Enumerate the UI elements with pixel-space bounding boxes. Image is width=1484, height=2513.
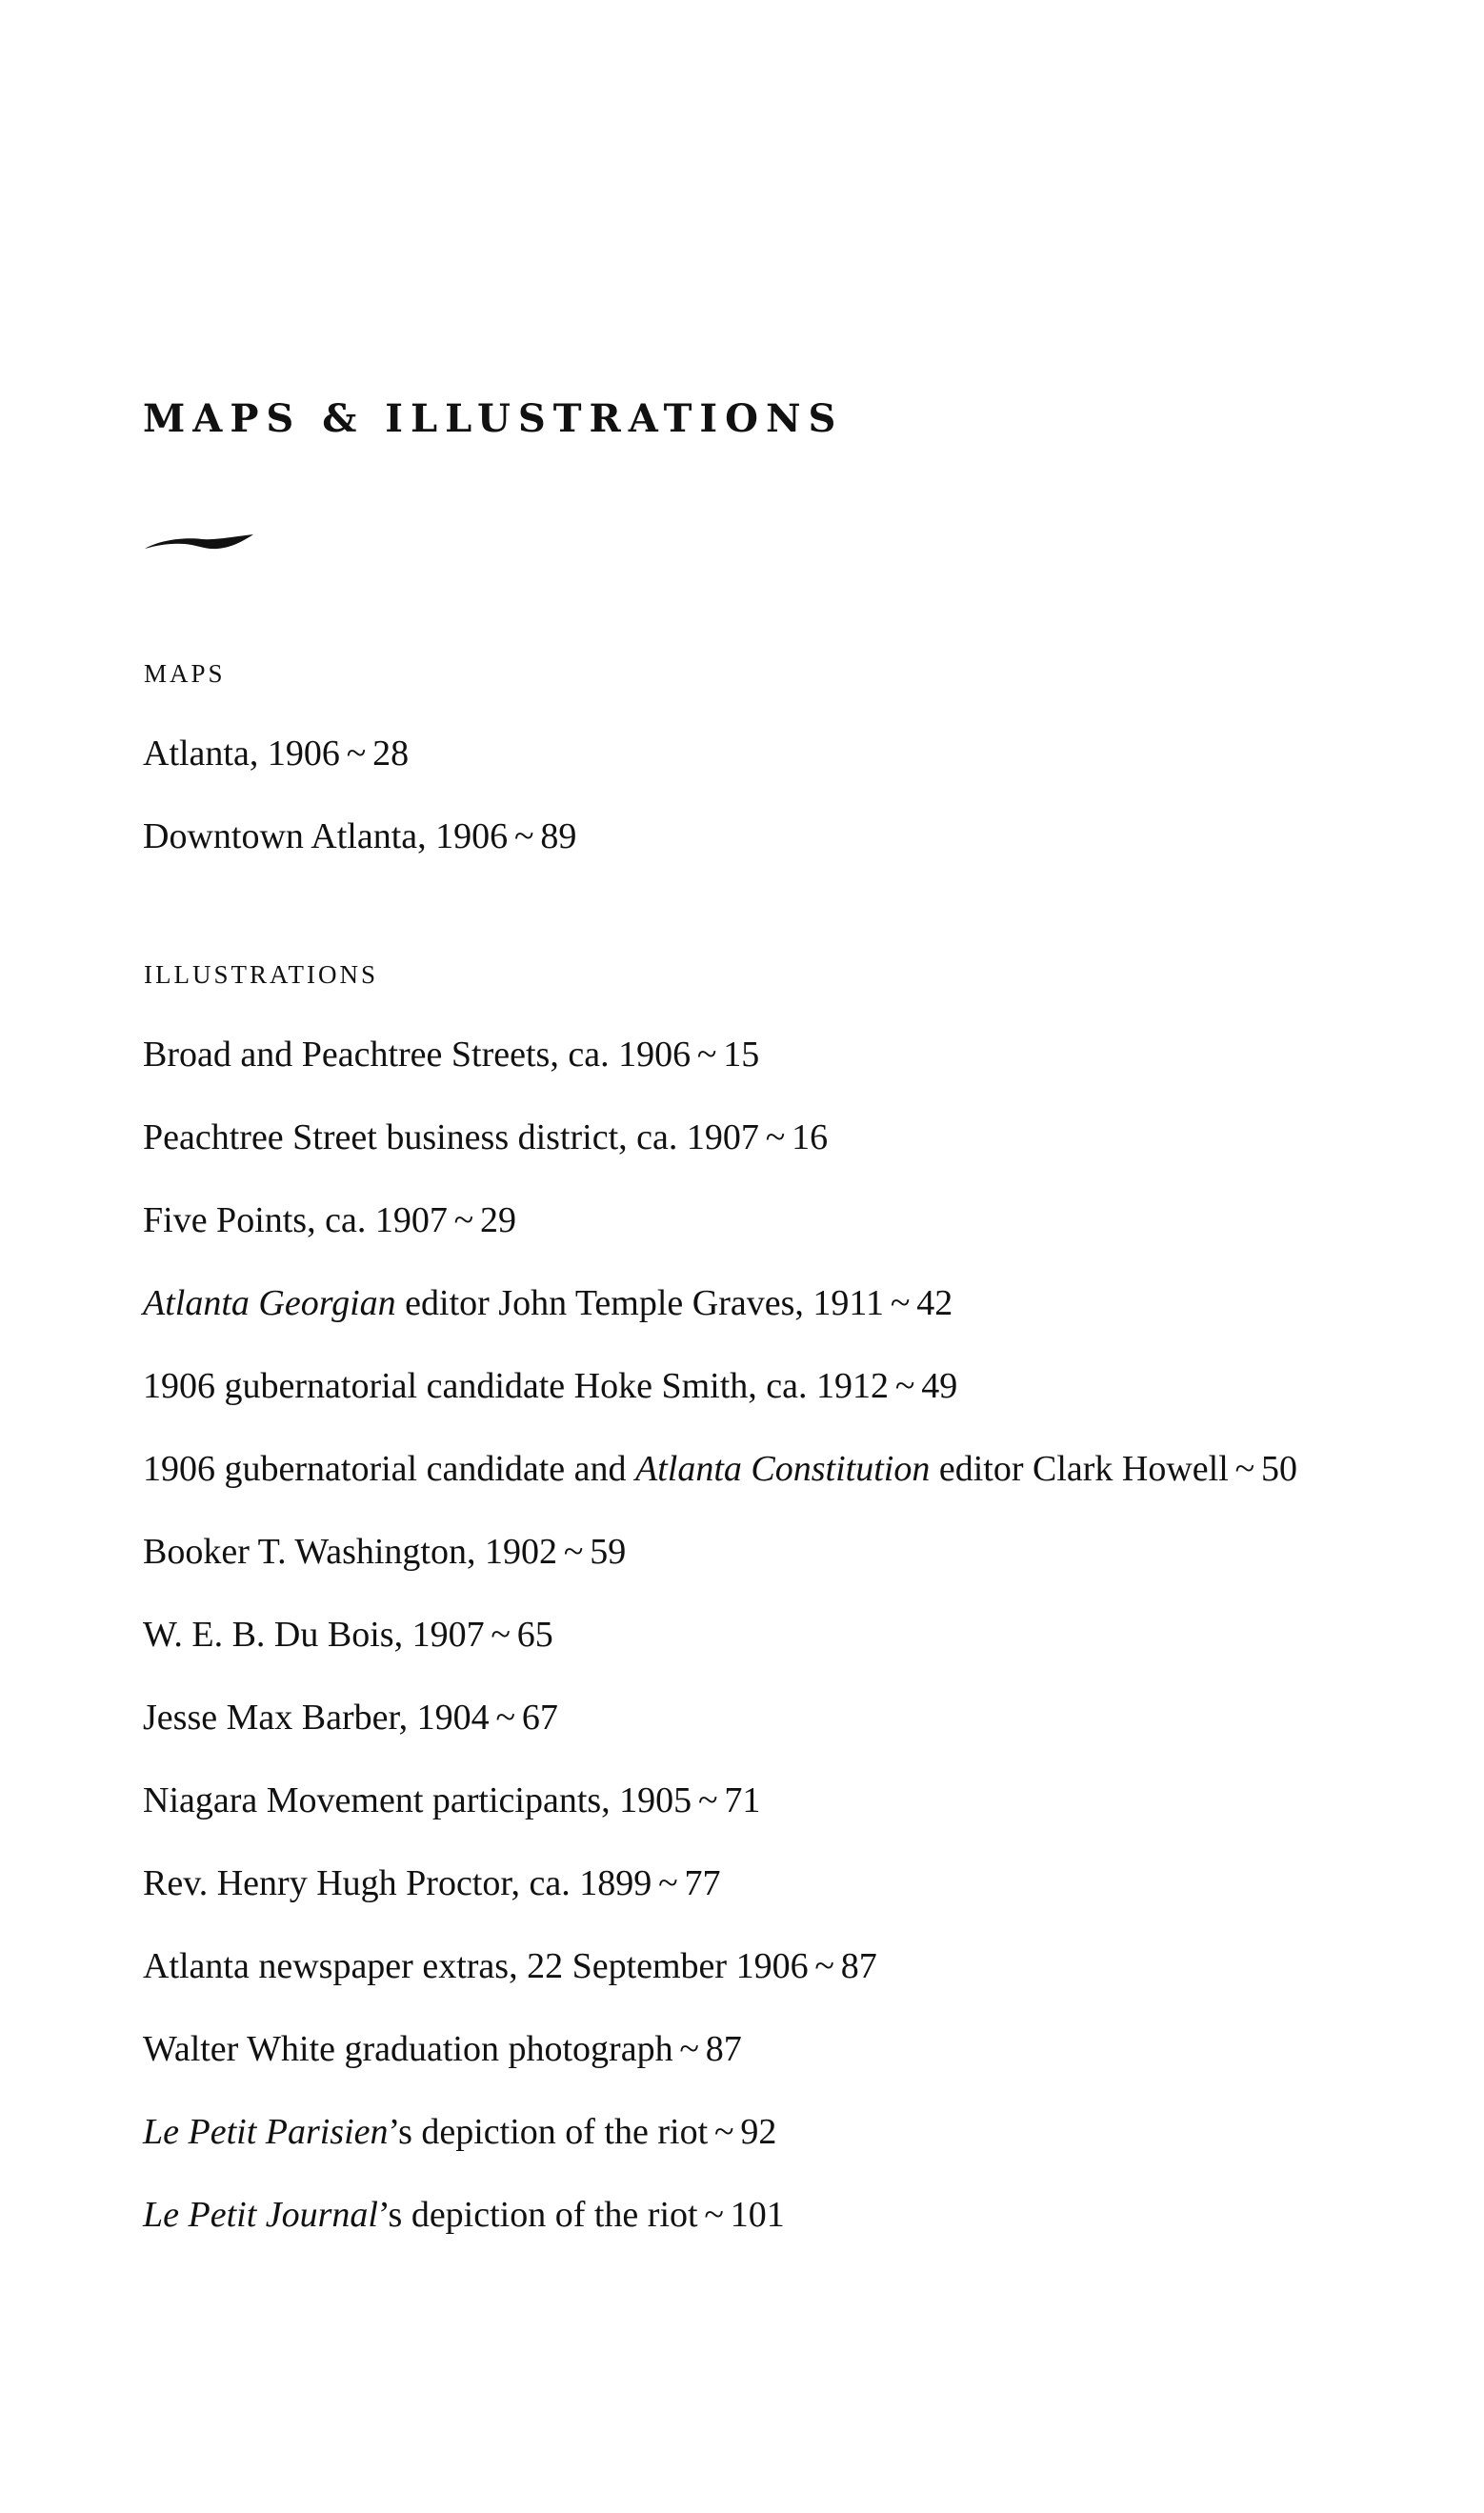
entry-page-number: 101 [730, 2195, 785, 2235]
entry-title-italic: Atlanta Constitution [635, 1449, 931, 1489]
list-item [143, 1119, 1297, 1202]
entry-title: editor Clark Howell [930, 1449, 1229, 1489]
entry-title: editor John Temple Graves, 1911 [395, 1283, 884, 1323]
entry-title: Broad and Peachtree Streets, ca. 1906 [143, 1035, 692, 1075]
entry-separator: ~ [765, 1117, 786, 1157]
entry-separator: ~ [698, 1780, 718, 1820]
entry-title: Downtown Atlanta, 1906 [143, 816, 509, 856]
entry-page-number: 87 [840, 1946, 877, 1986]
entry-title: Peachtree Street business district, ca. 1907 [143, 1117, 759, 1157]
list-item [143, 1782, 1297, 1865]
list-item [143, 1865, 1297, 1948]
list-item [143, 2031, 1297, 2114]
entry-separator: ~ [890, 1283, 911, 1323]
entry-separator: ~ [495, 1698, 516, 1738]
list-item [143, 818, 576, 901]
list-item [143, 1285, 1297, 1368]
entry-title-italic: Atlanta Georgian [143, 1283, 396, 1323]
entry-separator: ~ [894, 1366, 915, 1406]
list-item [143, 1948, 1297, 2031]
entry-title: 1906 gubernatorial candidate and [143, 1449, 636, 1489]
entry-separator: ~ [658, 1863, 678, 1903]
entry-title: Niagara Movement participants, 1905 [143, 1780, 692, 1820]
entry-page-number: 59 [590, 1532, 627, 1572]
list-item [143, 735, 576, 818]
entry-title: ’s depiction of the riot [388, 2112, 709, 2152]
list-item [143, 2197, 1297, 2280]
entry-title: Atlanta, 1906 [143, 734, 340, 774]
list-item [143, 1534, 1297, 1617]
entry-separator: ~ [491, 1615, 511, 1655]
entry-title-italic: Le Petit Journal [143, 2195, 378, 2235]
entry-page-number: 15 [723, 1035, 760, 1075]
list-item [143, 1617, 1297, 1699]
entry-title: Walter White graduation photograph [143, 2029, 673, 2069]
list-item [143, 1368, 1297, 1451]
swash-ornament-icon [143, 528, 255, 554]
entry-page-number: 29 [480, 1200, 517, 1240]
entry-separator: ~ [696, 1035, 717, 1075]
entry-page-number: 89 [540, 816, 577, 856]
entry-separator: ~ [679, 2029, 699, 2069]
entry-title: Booker T. Washington, 1902 [143, 1532, 557, 1572]
illustrations-list [143, 1036, 1297, 2280]
entry-title: Rev. Henry Hugh Proctor, ca. 1899 [143, 1863, 652, 1903]
list-item [143, 1202, 1297, 1285]
entry-separator: ~ [1234, 1449, 1255, 1489]
entry-title: Five Points, ca. 1907 [143, 1200, 448, 1240]
entry-separator: ~ [513, 816, 534, 856]
entry-separator: ~ [563, 1532, 584, 1572]
list-item [143, 1699, 1297, 1782]
entry-page-number: 77 [684, 1863, 721, 1903]
entry-page-number: 50 [1261, 1449, 1297, 1489]
entry-page-number: 87 [705, 2029, 742, 2069]
entry-page-number: 16 [792, 1117, 829, 1157]
entry-title-italic: Le Petit Parisien [143, 2112, 389, 2152]
page-title: MAPS & ILLUSTRATIONS [143, 396, 844, 441]
entry-separator: ~ [704, 2195, 724, 2235]
entry-separator: ~ [453, 1200, 474, 1240]
entry-title: Jesse Max Barber, 1904 [143, 1698, 490, 1738]
entry-page-number: 65 [516, 1615, 553, 1655]
entry-page-number: 49 [921, 1366, 958, 1406]
illustrations-section-label: ILLUSTRATIONS [144, 960, 378, 989]
entry-separator: ~ [346, 734, 367, 774]
entry-page-number: 71 [724, 1780, 761, 1820]
entry-page-number: 42 [916, 1283, 953, 1323]
entry-page-number: 28 [372, 734, 410, 774]
list-item [143, 1036, 1297, 1119]
entry-title: 1906 gubernatorial candidate Hoke Smith, ca. 1912 [143, 1366, 890, 1406]
entry-page-number: 67 [521, 1698, 558, 1738]
maps-list [143, 735, 576, 901]
list-item [143, 2114, 1297, 2197]
entry-separator: ~ [713, 2112, 734, 2152]
maps-section-label: MAPS [144, 659, 226, 688]
entry-separator: ~ [814, 1946, 834, 1986]
entry-title: Atlanta newspaper extras, 22 September 1906 [143, 1946, 809, 1986]
list-item [143, 1451, 1297, 1534]
entry-page-number: 92 [740, 2112, 777, 2152]
entry-title: W. E. B. Du Bois, 1907 [143, 1615, 485, 1655]
entry-title: ’s depiction of the riot [377, 2195, 698, 2235]
